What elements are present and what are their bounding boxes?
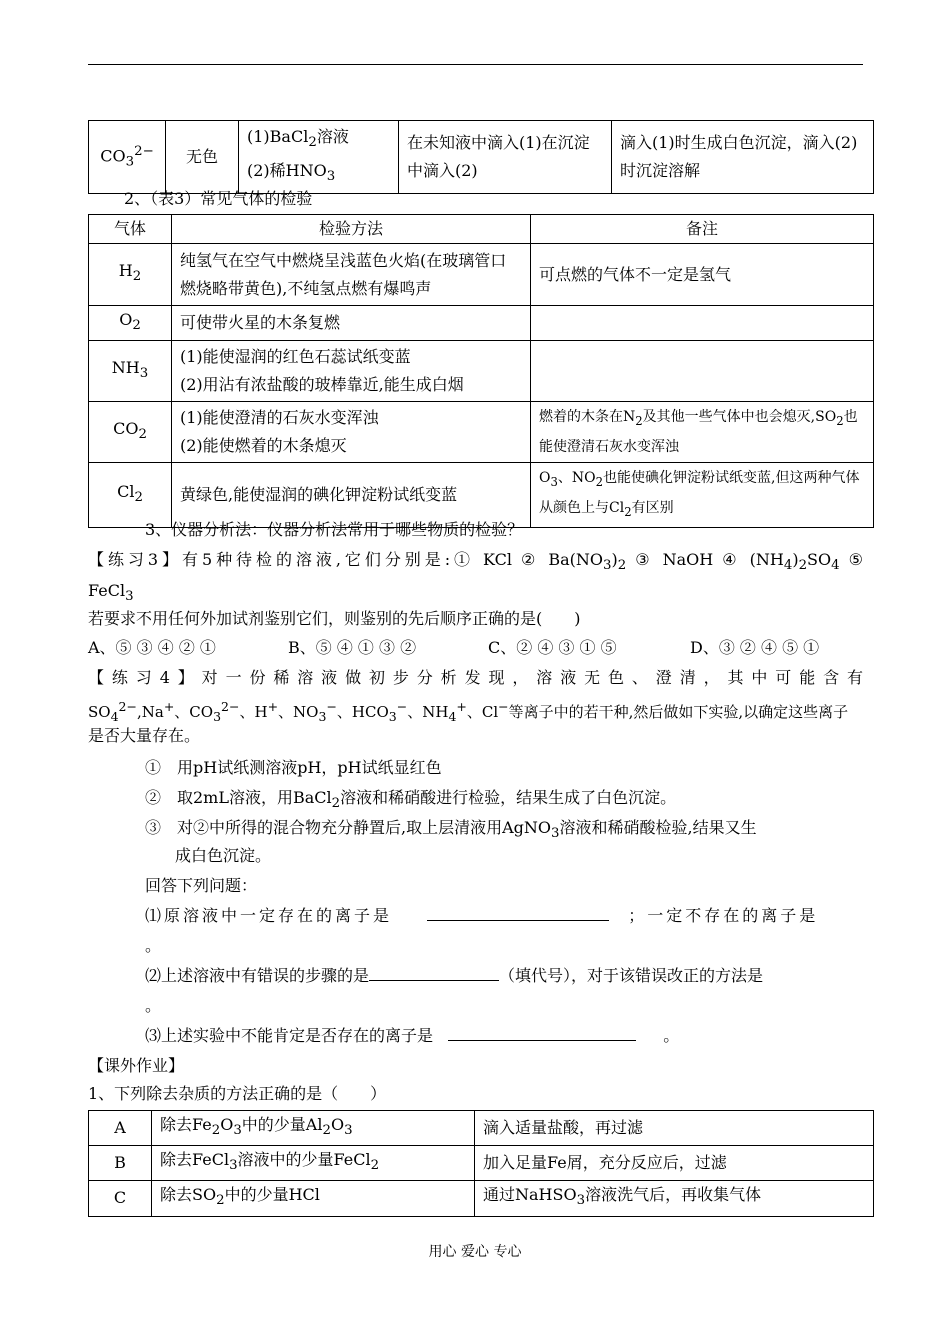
- page-footer: 用心 爱心 专心: [428, 1244, 522, 1260]
- question-1-text: ⑴原溶液中一定存在的离子是: [145, 906, 393, 925]
- gas-cell: $Cl_2$: [89, 463, 172, 528]
- table-row: [89, 1111, 874, 1146]
- homework-question-1: 1、下列除去杂质的方法正确的是（ ）: [88, 1084, 387, 1103]
- ion-test-table: [88, 120, 874, 194]
- answer-intro: 回答下列问题：: [145, 876, 258, 895]
- gas-cell: $H_2$: [89, 244, 172, 306]
- step-3: ③ 对②中所得的混合物充分静置后,取上层清液用AgNO$_3$溶液和稀硝酸检验,结果又生: [145, 818, 757, 842]
- table-row: [89, 121, 874, 194]
- option-d: D、③ ② ④ ⑤ ①: [690, 638, 820, 657]
- exercise-3-question: 若要求不用任何外加试剂鉴别它们，则鉴别的先后顺序正确的是( ): [88, 609, 581, 628]
- table-header-row: [89, 215, 874, 244]
- step-2: ② 取2mL溶液，用BaCl$_2$溶液和稀硝酸进行检验，结果生成了白色沉淀。: [145, 788, 677, 812]
- ion-cell: $CO_3^{2-}$: [89, 121, 166, 194]
- gas-cell: $NH_3$: [89, 341, 172, 402]
- question-2-end: 。: [145, 996, 162, 1015]
- table-row: [89, 306, 874, 341]
- reagent-cell: (1)BaCl$_2$溶液 (2)稀$HNO_3$: [239, 121, 399, 194]
- option-label: A: [89, 1111, 152, 1146]
- exercise-4-line1: 【练习4】对一份稀溶液做初步分析发现，溶液无色、澄清，其中可能含有: [88, 668, 863, 687]
- answer-blank-1[interactable]: [427, 902, 609, 921]
- method-cell: 在未知液中滴入(1)在沉淀中滴入(2): [399, 121, 612, 194]
- step-3-cont: 成白色沉淀。: [175, 846, 272, 865]
- gas-cell: $O_2$: [89, 306, 172, 341]
- question-1: [145, 902, 818, 930]
- exercise-3-line1: 【练习3】有5种待检的溶液,它们分别是:① KCl ② $Ba(NO_3)_2$ ③ NaOH ④ $(NH_4)_2SO_4$ ⑤: [88, 550, 863, 574]
- section-2-title: 2、（表3）常见气体的检验: [124, 189, 313, 208]
- question-1-text-b: ；一定不存在的离子是: [628, 906, 819, 925]
- impurity-item: 除去$Fe_2O_3$中的少量$Al_2O_3$: [152, 1111, 475, 1146]
- table-row: [89, 341, 874, 402]
- question-3-end: 。: [663, 1026, 680, 1045]
- method-cell: (1)能使澄清的石灰水变浑浊 (2)能使燃着的木条熄灭: [172, 402, 531, 463]
- option-label: B: [89, 1146, 152, 1181]
- color-cell: 无色: [166, 121, 239, 194]
- step-1: ① 用pH试纸测溶液pH，pH试纸显红色: [145, 758, 442, 777]
- exercise-4-line2: $SO_4^{2-},Na^+$、$CO_3^{2-}$、H+、$NO_3^-$、$HCO_3^-$、$NH_4^+$、Cl−等离子中的若干种,然后做如下实验,以确定这些离子: [88, 699, 849, 724]
- impurity-item: 除去$SO_2$中的少量HCl: [152, 1181, 475, 1216]
- method-cell: 黄绿色,能使湿润的碘化钾淀粉试纸变蓝: [172, 463, 531, 528]
- option-a: A、⑤ ③ ④ ② ①: [88, 638, 216, 657]
- header-note: 备注: [531, 215, 874, 244]
- method-cell: (1)能使湿润的红色石蕊试纸变蓝 (2)用沾有浓盐酸的玻棒靠近,能生成白烟: [172, 341, 531, 402]
- table-row: [89, 244, 874, 306]
- answer-blank-2[interactable]: [369, 962, 499, 981]
- note-cell: 燃着的木条在$N_2$及其他一些气体中也会熄灭$,SO_2$也能使澄清石灰水变浑浊: [531, 402, 874, 463]
- method-cell: 可使带火星的木条复燃: [172, 306, 531, 341]
- note-cell: [531, 306, 874, 341]
- impurity-table: [88, 1110, 874, 1217]
- note-cell: $O_3$、$NO_2$也能使碘化钾淀粉试纸变蓝,但这两种气体从颜色上与$Cl_2$有区别: [531, 463, 874, 528]
- question-1-end: 。: [145, 936, 162, 955]
- impurity-method: 加入足量Fe屑，充分反应后，过滤: [475, 1146, 874, 1181]
- option-c: C、② ④ ③ ① ⑤: [488, 638, 617, 657]
- gas-cell: $CO_2$: [89, 402, 172, 463]
- question-2-text: ⑵上述溶液中有错误的步骤的是: [145, 966, 370, 985]
- question-3-text: ⑶上述实验中不能肯定是否存在的离子是: [145, 1026, 434, 1045]
- note-cell: 可点燃的气体不一定是氢气: [531, 244, 874, 306]
- gas-test-table: [88, 214, 874, 528]
- impurity-item: 除去FeCl$_3$溶液中的少量FeCl$_2$: [152, 1146, 475, 1181]
- section-3-title: 3、仪器分析法：仪器分析法常用于哪些物质的检验？: [145, 520, 524, 539]
- option-b: B、⑤ ④ ① ③ ②: [288, 638, 417, 657]
- header-gas: 气体: [89, 215, 172, 244]
- question-2-text-b: （填代号），对于该错误改正的方法是: [499, 966, 764, 985]
- homework-title: 【课外作业】: [88, 1056, 185, 1075]
- question-3: [145, 1022, 679, 1050]
- header-rule: [88, 64, 863, 65]
- phenomenon-cell: 滴入(1)时生成白色沉淀，滴入(2)时沉淀溶解: [612, 121, 874, 194]
- exercise-3-line2: FeCl$_3$: [88, 581, 134, 605]
- method-cell: 纯氢气在空气中燃烧呈浅蓝色火焰(在玻璃管口燃烧略带黄色),不纯氢点燃有爆鸣声: [172, 244, 531, 306]
- note-cell: [531, 341, 874, 402]
- impurity-method: 通过NaHSO$_3$溶液洗气后，再收集气体: [475, 1181, 874, 1216]
- table-row: [89, 402, 874, 463]
- question-2: [145, 962, 763, 990]
- table-row: [89, 1146, 874, 1181]
- exercise-4-line3: 是否大量存在。: [88, 726, 201, 745]
- answer-blank-3[interactable]: [448, 1022, 636, 1041]
- header-method: 检验方法: [172, 215, 531, 244]
- option-label: C: [89, 1181, 152, 1216]
- impurity-method: 滴入适量盐酸，再过滤: [475, 1111, 874, 1146]
- table-row: [89, 1181, 874, 1216]
